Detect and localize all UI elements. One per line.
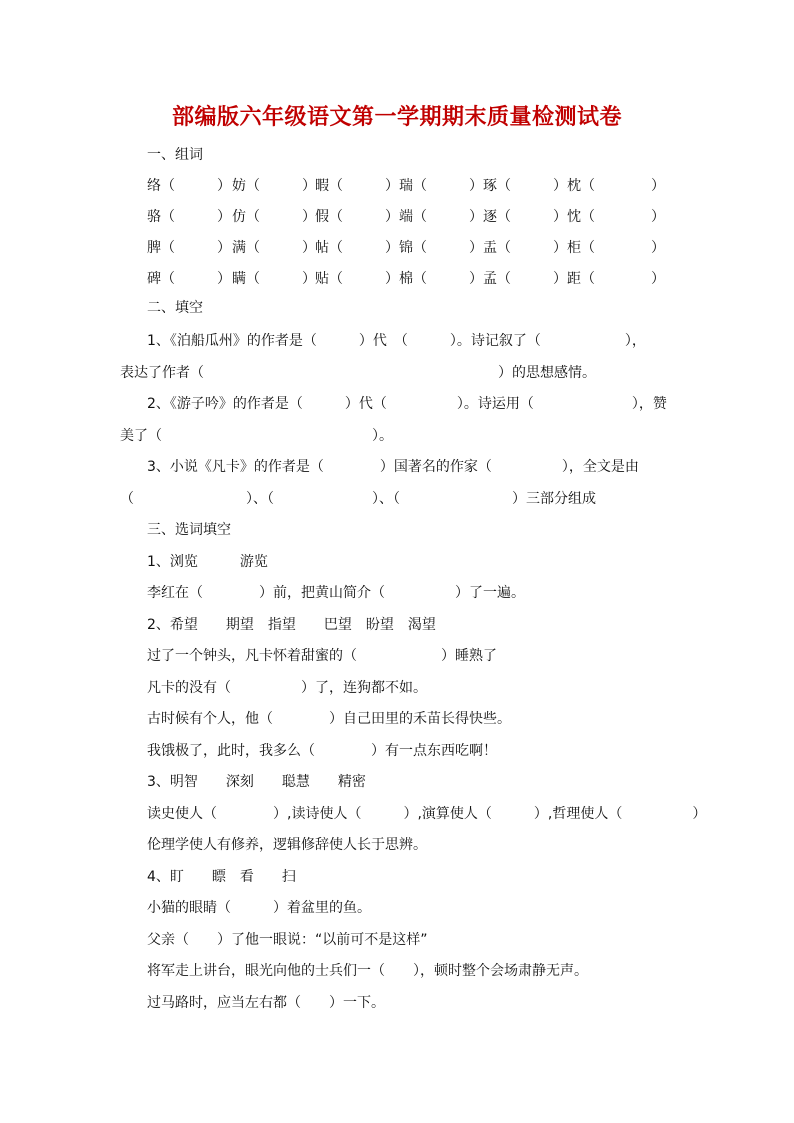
sentence-line: 读史使人（ ）,读诗使人（ ）,演算使人（ ）,哲理使人（ ）	[147, 806, 707, 822]
section-heading-2: 二、填空	[147, 300, 203, 316]
word-blank: 骆（ ）	[147, 209, 231, 225]
word-blank: 锦（ ）	[399, 240, 483, 256]
sentence-line: 父亲（ ）了他一眼说：“以前可不是这样”	[147, 932, 428, 948]
word-blank: 暇（ ）	[315, 178, 399, 194]
sentence-line: 过了一个钟头，凡卡怀着甜蜜的（ ）睡熟了	[147, 648, 497, 664]
word-blank: 贴（ ）	[315, 271, 399, 287]
sentence-line: 伦理学使人有修养，逻辑修辞使人长于思辨。	[147, 837, 427, 853]
section-heading-1: 一、组词	[147, 147, 203, 163]
word-blank: 瞒（ ）	[232, 271, 316, 287]
question-line: 2、《游子吟》的作者是（ ）代（ ）。诗运用（ ），赞	[147, 396, 667, 412]
sentence-line: 李红在（ ）前，把黄山简介（ ）了一遍。	[147, 585, 525, 601]
word-group: 1、浏览 游览	[147, 554, 268, 570]
sentence-line: 将军走上讲台，眼光向他的士兵们一（ ），顿时整个会场肃静无声。	[147, 963, 588, 979]
word-blank: 棉（ ）	[399, 271, 483, 287]
question-line: 表达了作者（ ）的思想感情。	[120, 365, 596, 381]
word-blank: 络（ ）	[147, 178, 231, 194]
word-group: 3、明智 深刻 聪慧 精密	[147, 774, 366, 790]
word-blank: 仿（ ）	[232, 209, 316, 225]
question-line: 3、小说《凡卡》的作者是（ ）国著名的作家（ ），全文是由	[147, 459, 639, 475]
word-blank: 假（ ）	[315, 209, 399, 225]
word-blank: 距（ ）	[567, 271, 665, 287]
word-blank: 脾（ ）	[147, 240, 231, 256]
sentence-line: 古时候有个人，他（ ）自己田里的禾苗长得快些。	[147, 711, 511, 727]
sentence-line: 小猫的眼睛（ ）着盆里的鱼。	[147, 900, 371, 916]
sentence-line: 过马路时，应当左右都（ ）一下。	[147, 995, 385, 1011]
word-blank: 孟（ ）	[483, 271, 567, 287]
word-group: 4、盯 瞟 看 扫	[147, 869, 296, 885]
word-blank: 帖（ ）	[315, 240, 399, 256]
sentence-line: 凡卡的没有（ ）了，连狗都不如。	[147, 680, 427, 696]
word-blank: 妨（ ）	[232, 178, 316, 194]
sentence-line: 我饿极了，此时，我多么（ ）有一点东西吃啊！	[147, 743, 497, 759]
word-group: 2、希望 期望 指望 巴望 盼望 渴望	[147, 617, 436, 633]
word-blank: 逐（ ）	[483, 209, 567, 225]
question-line: 1、《泊船瓜州》的作者是（ ）代 （ ）。诗记叙了（ ），	[147, 333, 646, 349]
word-blank: 柜（ ）	[567, 240, 665, 256]
word-blank: 碑（ ）	[147, 271, 231, 287]
section-heading-3: 三、选词填空	[147, 522, 231, 538]
word-blank: 满（ ）	[232, 240, 316, 256]
word-blank: 瑞（ ）	[399, 178, 483, 194]
question-line: 美了（ ）。	[120, 428, 393, 444]
word-blank: 忱（ ）	[567, 209, 665, 225]
word-blank: 端（ ）	[399, 209, 483, 225]
word-blank: 枕（ ）	[567, 178, 665, 194]
question-line: （ ）、（ ）、（ ）三部分组成	[120, 491, 596, 507]
word-blank: 琢（ ）	[483, 178, 567, 194]
word-blank: 盂（ ）	[483, 240, 567, 256]
page-title: 部编版六年级语文第一学期期末质量检测试卷	[171, 104, 622, 130]
